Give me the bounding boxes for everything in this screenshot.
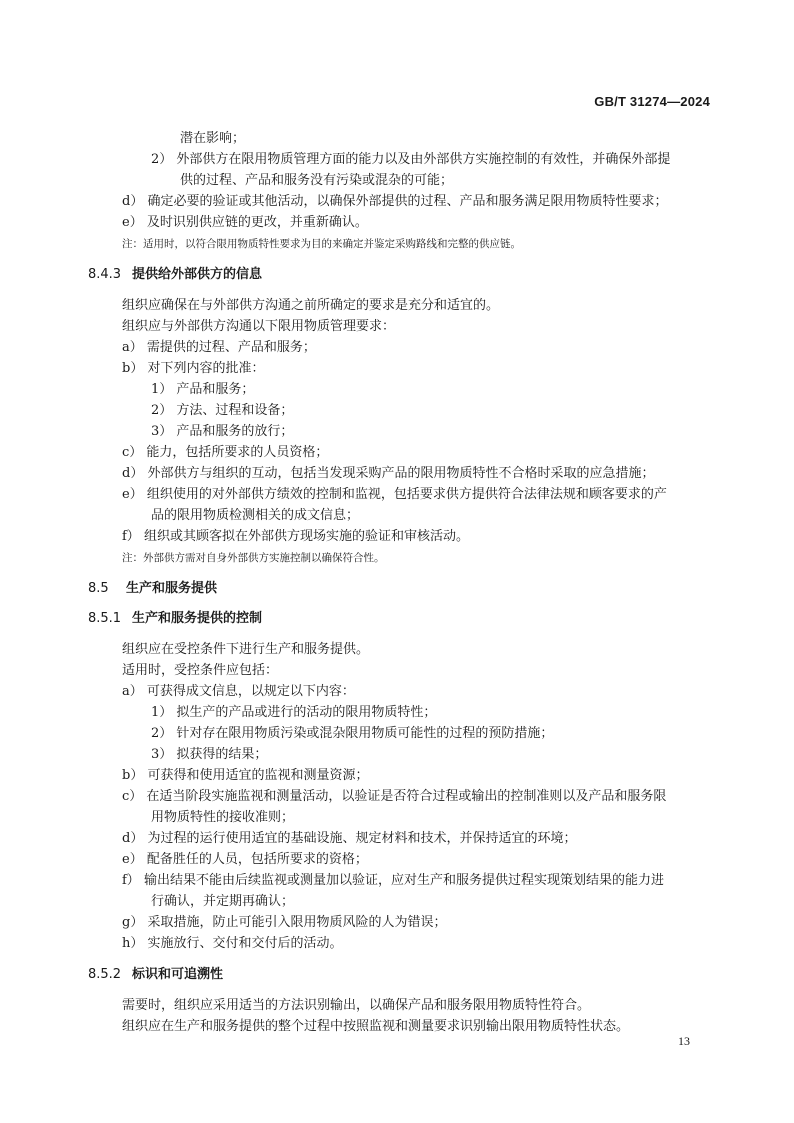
list-item: d） 外部供方与组织的互动，包括当发现采购产品的限用物质特性不合格时采取的应急措施；: [122, 466, 655, 481]
list-item: c） 能力，包括所要求的人员资格；: [122, 445, 329, 460]
section-heading-8-4-3: [88, 266, 262, 284]
section-number: 8.5: [88, 581, 109, 596]
paragraph: 需要时，组织应采用适当的方法识别输出，以确保产品和服务限用物质特性符合。: [122, 998, 591, 1013]
text-line: 用物质特性的接收准则；: [151, 810, 295, 825]
list-item: 2） 外部供方在限用物质管理方面的能力以及由外部供方实施控制的有效性，并确保外部提: [151, 152, 671, 167]
list-item: f） 输出结果不能由后续监视或测量加以验证，应对生产和服务提供过程实现策划结果的能力进: [122, 873, 664, 888]
section-heading-8-5-2: [88, 966, 223, 984]
text-line: 品的限用物质检测相关的成文信息；: [151, 508, 360, 523]
note: 注：外部供方需对自身外部供方实施控制以确保符合性。: [122, 552, 385, 564]
list-item: d） 确定必要的验证或其他活动，以确保外部提供的过程、产品和服务满足限用物质特性要求；: [122, 194, 668, 209]
list-item: b） 对下列内容的批准：: [122, 361, 265, 376]
paragraph: 组织应在受控条件下进行生产和服务提供。: [122, 642, 370, 657]
paragraph: 适用时，受控条件应包括：: [122, 663, 279, 678]
section-number: 8.5.2: [88, 967, 122, 982]
text-line: 行确认，并定期再确认；: [151, 894, 295, 909]
list-item: 1） 拟生产的产品或进行的活动的限用物质特性；: [151, 705, 437, 720]
page-number: 13: [678, 1034, 690, 1048]
list-item: d） 为过程的运行使用适宜的基础设施、规定材料和技术，并保持适宜的环境；: [122, 831, 577, 846]
section-heading-8-5-1: [88, 610, 262, 628]
list-item: 1） 产品和服务；: [151, 382, 255, 397]
section-number: 8.5.1: [88, 611, 122, 626]
text-line: 供的过程、产品和服务没有污染或混杂的可能；: [180, 173, 454, 188]
list-item: e） 配备胜任的人员，包括所要求的资格；: [122, 852, 368, 867]
paragraph: 组织应确保在与外部供方沟通之前所确定的要求是充分和适宜的。: [122, 298, 500, 313]
section-title: 生产和服务提供的控制: [132, 611, 263, 626]
list-item: c） 在适当阶段实施监视和测量活动，以验证是否符合过程或输出的控制准则以及产品和服务限: [122, 789, 667, 804]
list-item: e） 及时识别供应链的更改，并重新确认。: [122, 215, 368, 230]
section-number: 8.4.3: [88, 267, 122, 282]
list-item: a） 需提供的过程、产品和服务；: [122, 340, 316, 355]
section-title: 生产和服务提供: [126, 581, 218, 596]
list-item: 2） 针对存在限用物质污染或混杂限用物质可能性的过程的预防措施；: [151, 726, 554, 741]
list-item: 2） 方法、过程和设备；: [151, 403, 294, 418]
list-item: 3） 拟获得的结果；: [151, 747, 268, 762]
list-item: b） 可获得和使用适宜的监视和测量资源；: [122, 768, 369, 783]
text-line: 潜在影响；: [180, 131, 246, 146]
list-item: a） 可获得成文信息，以规定以下内容：: [122, 684, 355, 699]
list-item: f） 组织或其顾客拟在外部供方现场实施的验证和审核活动。: [122, 529, 469, 544]
section-title: 标识和可追溯性: [132, 967, 224, 982]
standard-code-header: GB/T 31274—2024: [594, 94, 710, 109]
paragraph: 组织应在生产和服务提供的整个过程中按照监视和测量要求识别输出限用物质特性状态。: [122, 1019, 630, 1034]
list-item: 3） 产品和服务的放行；: [151, 424, 294, 439]
section-title: 提供给外部供方的信息: [132, 267, 263, 282]
list-item: e） 组织使用的对外部供方绩效的控制和监视，包括要求供方提供符合法律法规和顾客要求的产: [122, 487, 667, 502]
list-item: g） 采取措施，防止可能引入限用物质风险的人为错误；: [122, 915, 447, 930]
list-item: h） 实施放行、交付和交付后的活动。: [122, 936, 343, 951]
paragraph: 组织应与外部供方沟通以下限用物质管理要求：: [122, 319, 396, 334]
note: 注：适用时，以符合限用物质特性要求为目的来确定并鉴定采购路线和完整的供应链。: [122, 238, 521, 250]
section-heading-8-5: [88, 580, 217, 598]
